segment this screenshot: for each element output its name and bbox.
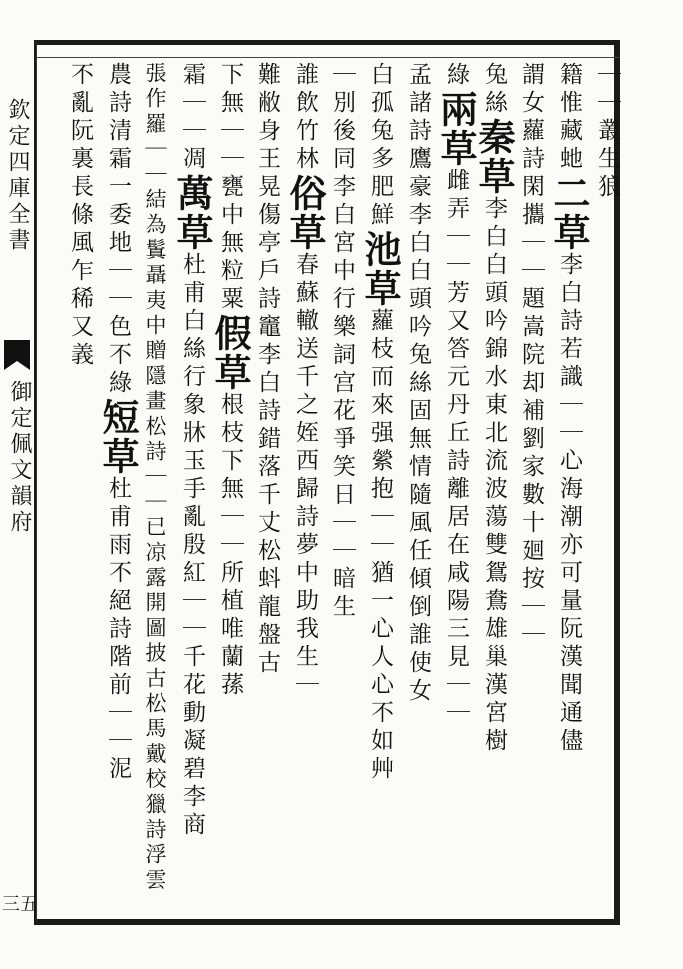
column-text: 張作羅｜｜結為鬒聶夷中贈 [143,62,167,365]
headword: 短草 [96,398,140,476]
text-column-15 [60,62,100,370]
headword: 池草 [358,230,402,308]
text-column-6 [398,62,438,706]
column-text: 霜｜｜凋 [179,62,205,174]
column-text: 難敝身王晃傷亭戶詩竈 [254,62,280,342]
column-text: ｜｜叢生狼 [594,62,620,202]
headword: 秦草 [472,118,516,196]
text-column-13 [135,62,175,894]
text-column-2 [549,62,589,756]
column-text: 白孤兔多肥鮮 [367,62,393,230]
text-column-14 [98,62,138,784]
column-text: 兔絲 [481,62,507,118]
column-text: 孟諸詩鷹豪 [405,62,431,202]
column-text: 雌弄｜｜芳又答元丹丘詩離居在咸陽三見｜｜ [443,168,469,728]
column-text: 根枝下無｜｜所植唯蘭蓀 [217,392,243,700]
headword: 萬草 [170,174,214,252]
text-column-4 [474,62,514,756]
text-column-7 [360,62,400,784]
margin-book-title: 御定佩文韻府 [7,380,32,536]
column-text: 李白詩錯落千丈松蚪龍盤古 [254,342,280,678]
column-text: 詩閑攜｜｜題嵩院却補劉家數十廻按｜｜ [518,146,544,650]
column-text: 綠 [443,62,469,90]
fish-tail-mark [4,340,30,370]
column-text: 春蘇轍送千之姪西歸詩夢中助我生｜ [292,252,318,700]
headword: 俗草 [283,174,327,252]
column-text: ｜別後同 [329,62,355,174]
text-column-5 [436,62,476,728]
column-text: 杜甫雨不絕詩階前｜｜泥 [105,476,131,784]
headword: 假草 [208,314,252,392]
column-text: 下無｜｜甕中無粒粟 [217,62,243,314]
headword: 二草 [547,174,591,252]
column-text: 杜甫白絲行象牀玉手亂殷紅｜｜千花動凝碧李商 [179,252,205,840]
column-text: 李白白頭吟錦水東北流波蕩雙鴛鴦雄巢漢宮樹 [481,196,507,756]
column-text: 李白白頭吟兔絲固無情隨風任傾倒誰使女 [405,202,431,706]
text-column-1 [587,62,627,202]
text-column-12 [172,62,212,840]
column-text: 李白詩若識｜｜心海潮亦可量阮漢聞通儘 [556,252,582,756]
column-text: 不亂阮裏長條風乍稀又義 [67,62,93,370]
column-text: 籍惟藏虵 [556,62,582,174]
fold-margin [0,40,36,925]
headword: 兩草 [434,90,478,168]
text-column-3 [511,62,551,650]
column-text: 農詩清霜一委地｜｜色不綠 [105,62,131,398]
column-text: 誰飲竹林 [292,62,318,174]
text-column-9 [285,62,325,700]
column-text: 李白宮中行樂詞宫花爭笑日｜｜暗生 [329,174,355,622]
text-column-10 [247,62,287,678]
frame-inner-line [36,57,620,58]
text-column-8 [322,62,362,622]
margin-page-number: 三五 [2,894,38,915]
column-text: 蘿枝而來强縈抱｜｜猶一心人心不如艸 [367,308,393,784]
margin-title: 欽定四庫全書 [5,98,30,254]
column-text: 謂女蘿 [518,62,544,146]
text-column-11 [210,62,250,700]
column-text: 隱畫松詩｜｜已凉露開圖披古松馬戴校獵詩浮雲 [143,364,167,894]
